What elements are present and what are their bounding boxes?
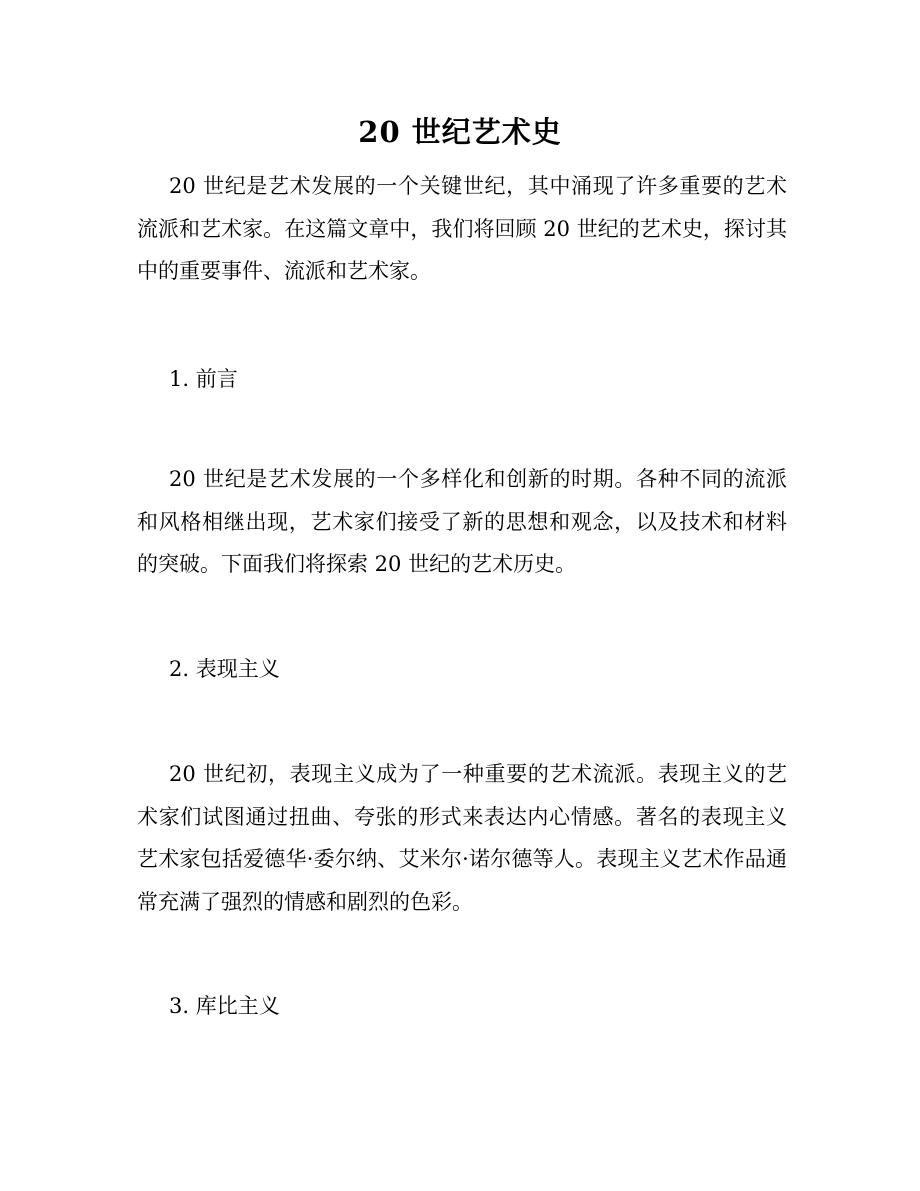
section-heading-expressionism: 2. 表现主义: [169, 657, 280, 681]
section-body-preface: 20 世纪是艺术发展的一个多样化和创新的时期。各种不同的流派和风格相继出现，艺术家们接受了新的思想和观念，以及技术和材料的突破。下面我们将探索 20 世纪的艺术历史。: [137, 467, 787, 576]
section-body-expressionism: 20 世纪初，表现主义成为了一种重要的艺术流派。表现主义的艺术家们试图通过扭曲、夸张的形式来表达内心情感。著名的表现主义艺术家包括爱德华·委尔纳、艾米尔·诺尔德等人。表现主义艺术作品通常充满了强烈的情感和剧烈的色彩。: [137, 762, 787, 914]
section-heading-cubism: 3. 库比主义: [169, 994, 280, 1018]
intro-paragraph: 20 世纪是艺术发展的一个关键世纪，其中涌现了许多重要的艺术流派和艺术家。在这篇文章中，我们将回顾 20 世纪的艺术史，探讨其中的重要事件、流派和艺术家。: [137, 174, 787, 283]
section-heading-preface: 1. 前言: [169, 367, 238, 391]
document-title: 20 世纪艺术史: [358, 115, 562, 149]
